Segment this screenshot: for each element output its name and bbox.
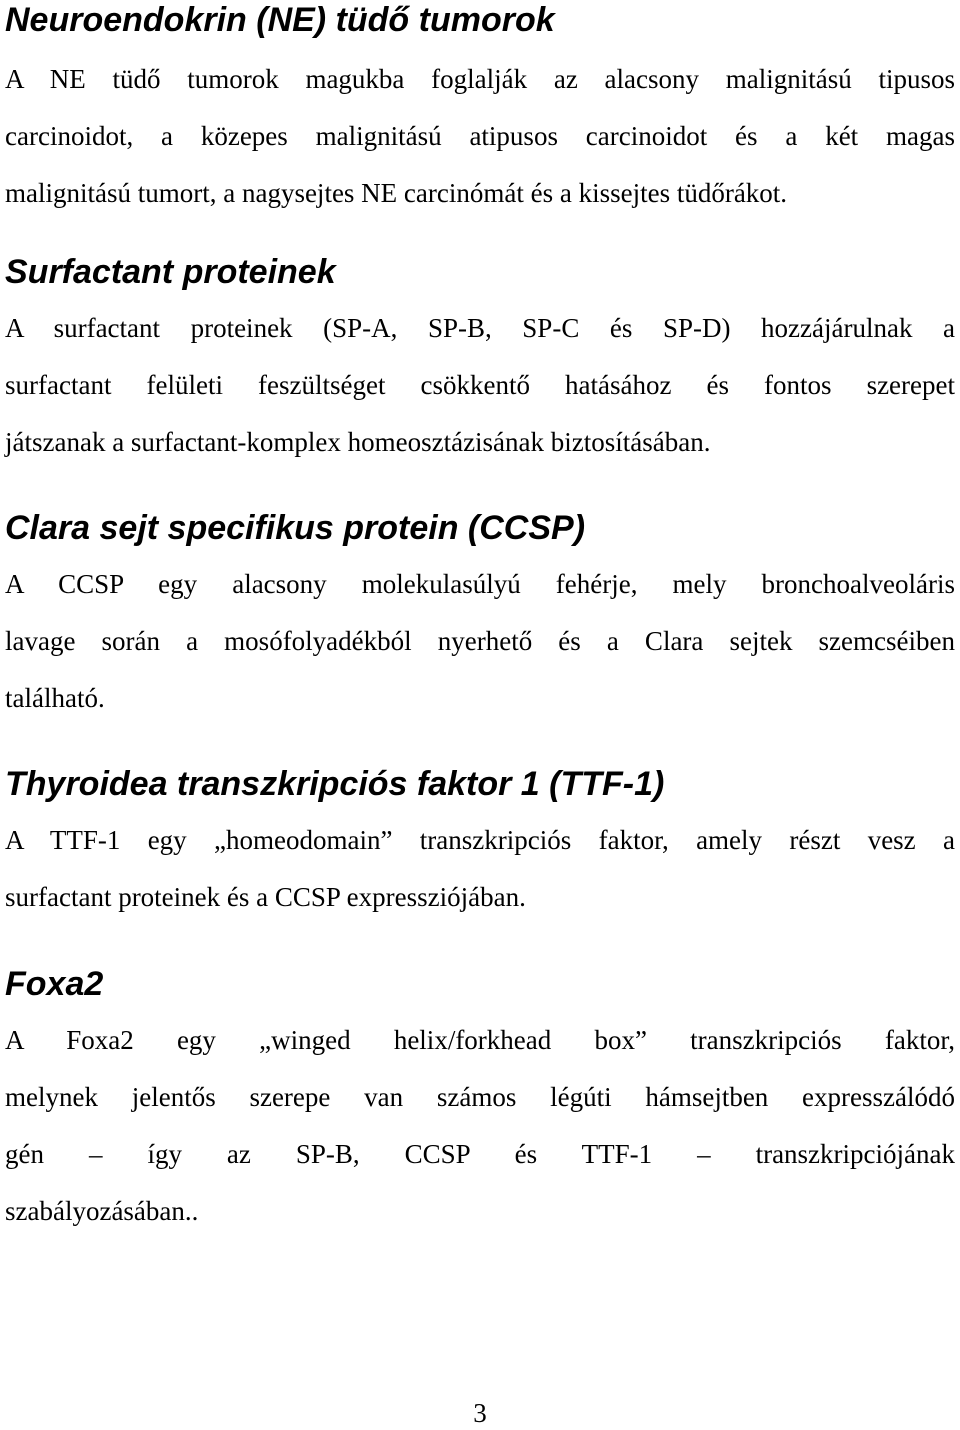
paragraph-line: lavage során a mosófolyadékból nyerhető és a Clara sejtek szemcséiben [5,626,955,656]
paragraph-line: A Foxa2 egy „winged helix/forkhead box” transzkripciós faktor, [5,1025,955,1055]
section-neuroendocrine-tumors [5,0,955,222]
section-paragraph [5,51,955,222]
section-paragraph [5,556,955,727]
section-heading: Thyroidea transzkripciós faktor 1 (TTF-1) [5,765,665,803]
paragraph-line: található. [5,683,105,713]
section-paragraph [5,812,955,926]
section-ttf1 [5,764,955,926]
section-heading: Neuroendokrin (NE) tüdő tumorok [5,1,555,39]
paragraph-line: A TTF-1 egy „homeodomain” transzkripciós faktor, amely részt vesz a [5,825,955,855]
paragraph-line: gén – így az SP-B, CCSP és TTF-1 – transzkripciójának [5,1139,955,1169]
page-number: 3 [473,1398,487,1428]
paragraph-line: surfactant proteinek és a CCSP expressziójában. [5,882,526,912]
paragraph-line: A NE tüdő tumorok magukba foglalják az alacsony malignitású tipusos [5,64,955,94]
paragraph-line: A surfactant proteinek (SP-A, SP-B, SP-C és SP-D) hozzájárulnak a [5,313,955,343]
paragraph-line: játszanak a surfactant-komplex homeosztázisának biztosításában. [5,427,711,457]
section-surfactant-proteins [5,252,955,471]
section-foxa2 [5,964,955,1240]
section-clara-cell-protein [5,508,955,727]
paragraph-line: surfactant felületi feszültséget csökkentő hatásához és fontos szerepet [5,370,955,400]
paragraph-line: szabályozásában.. [5,1196,199,1226]
section-heading: Foxa2 [5,965,104,1003]
section-paragraph [5,300,955,471]
section-paragraph [5,1012,955,1240]
paragraph-line: malignitású tumort, a nagysejtes NE carcinómát és a kissejtes tüdőrákot. [5,178,788,208]
paragraph-line: carcinoidot, a közepes malignitású atipusos carcinoidot és a két magas [5,121,955,151]
paragraph-line: melynek jelentős szerepe van számos légúti hámsejtben expresszálódó [5,1082,955,1112]
paragraph-line: A CCSP egy alacsony molekulasúlyú fehérje, mely bronchoalveoláris [5,569,955,599]
section-heading: Clara sejt specifikus protein (CCSP) [5,509,586,547]
section-heading: Surfactant proteinek [5,253,336,291]
